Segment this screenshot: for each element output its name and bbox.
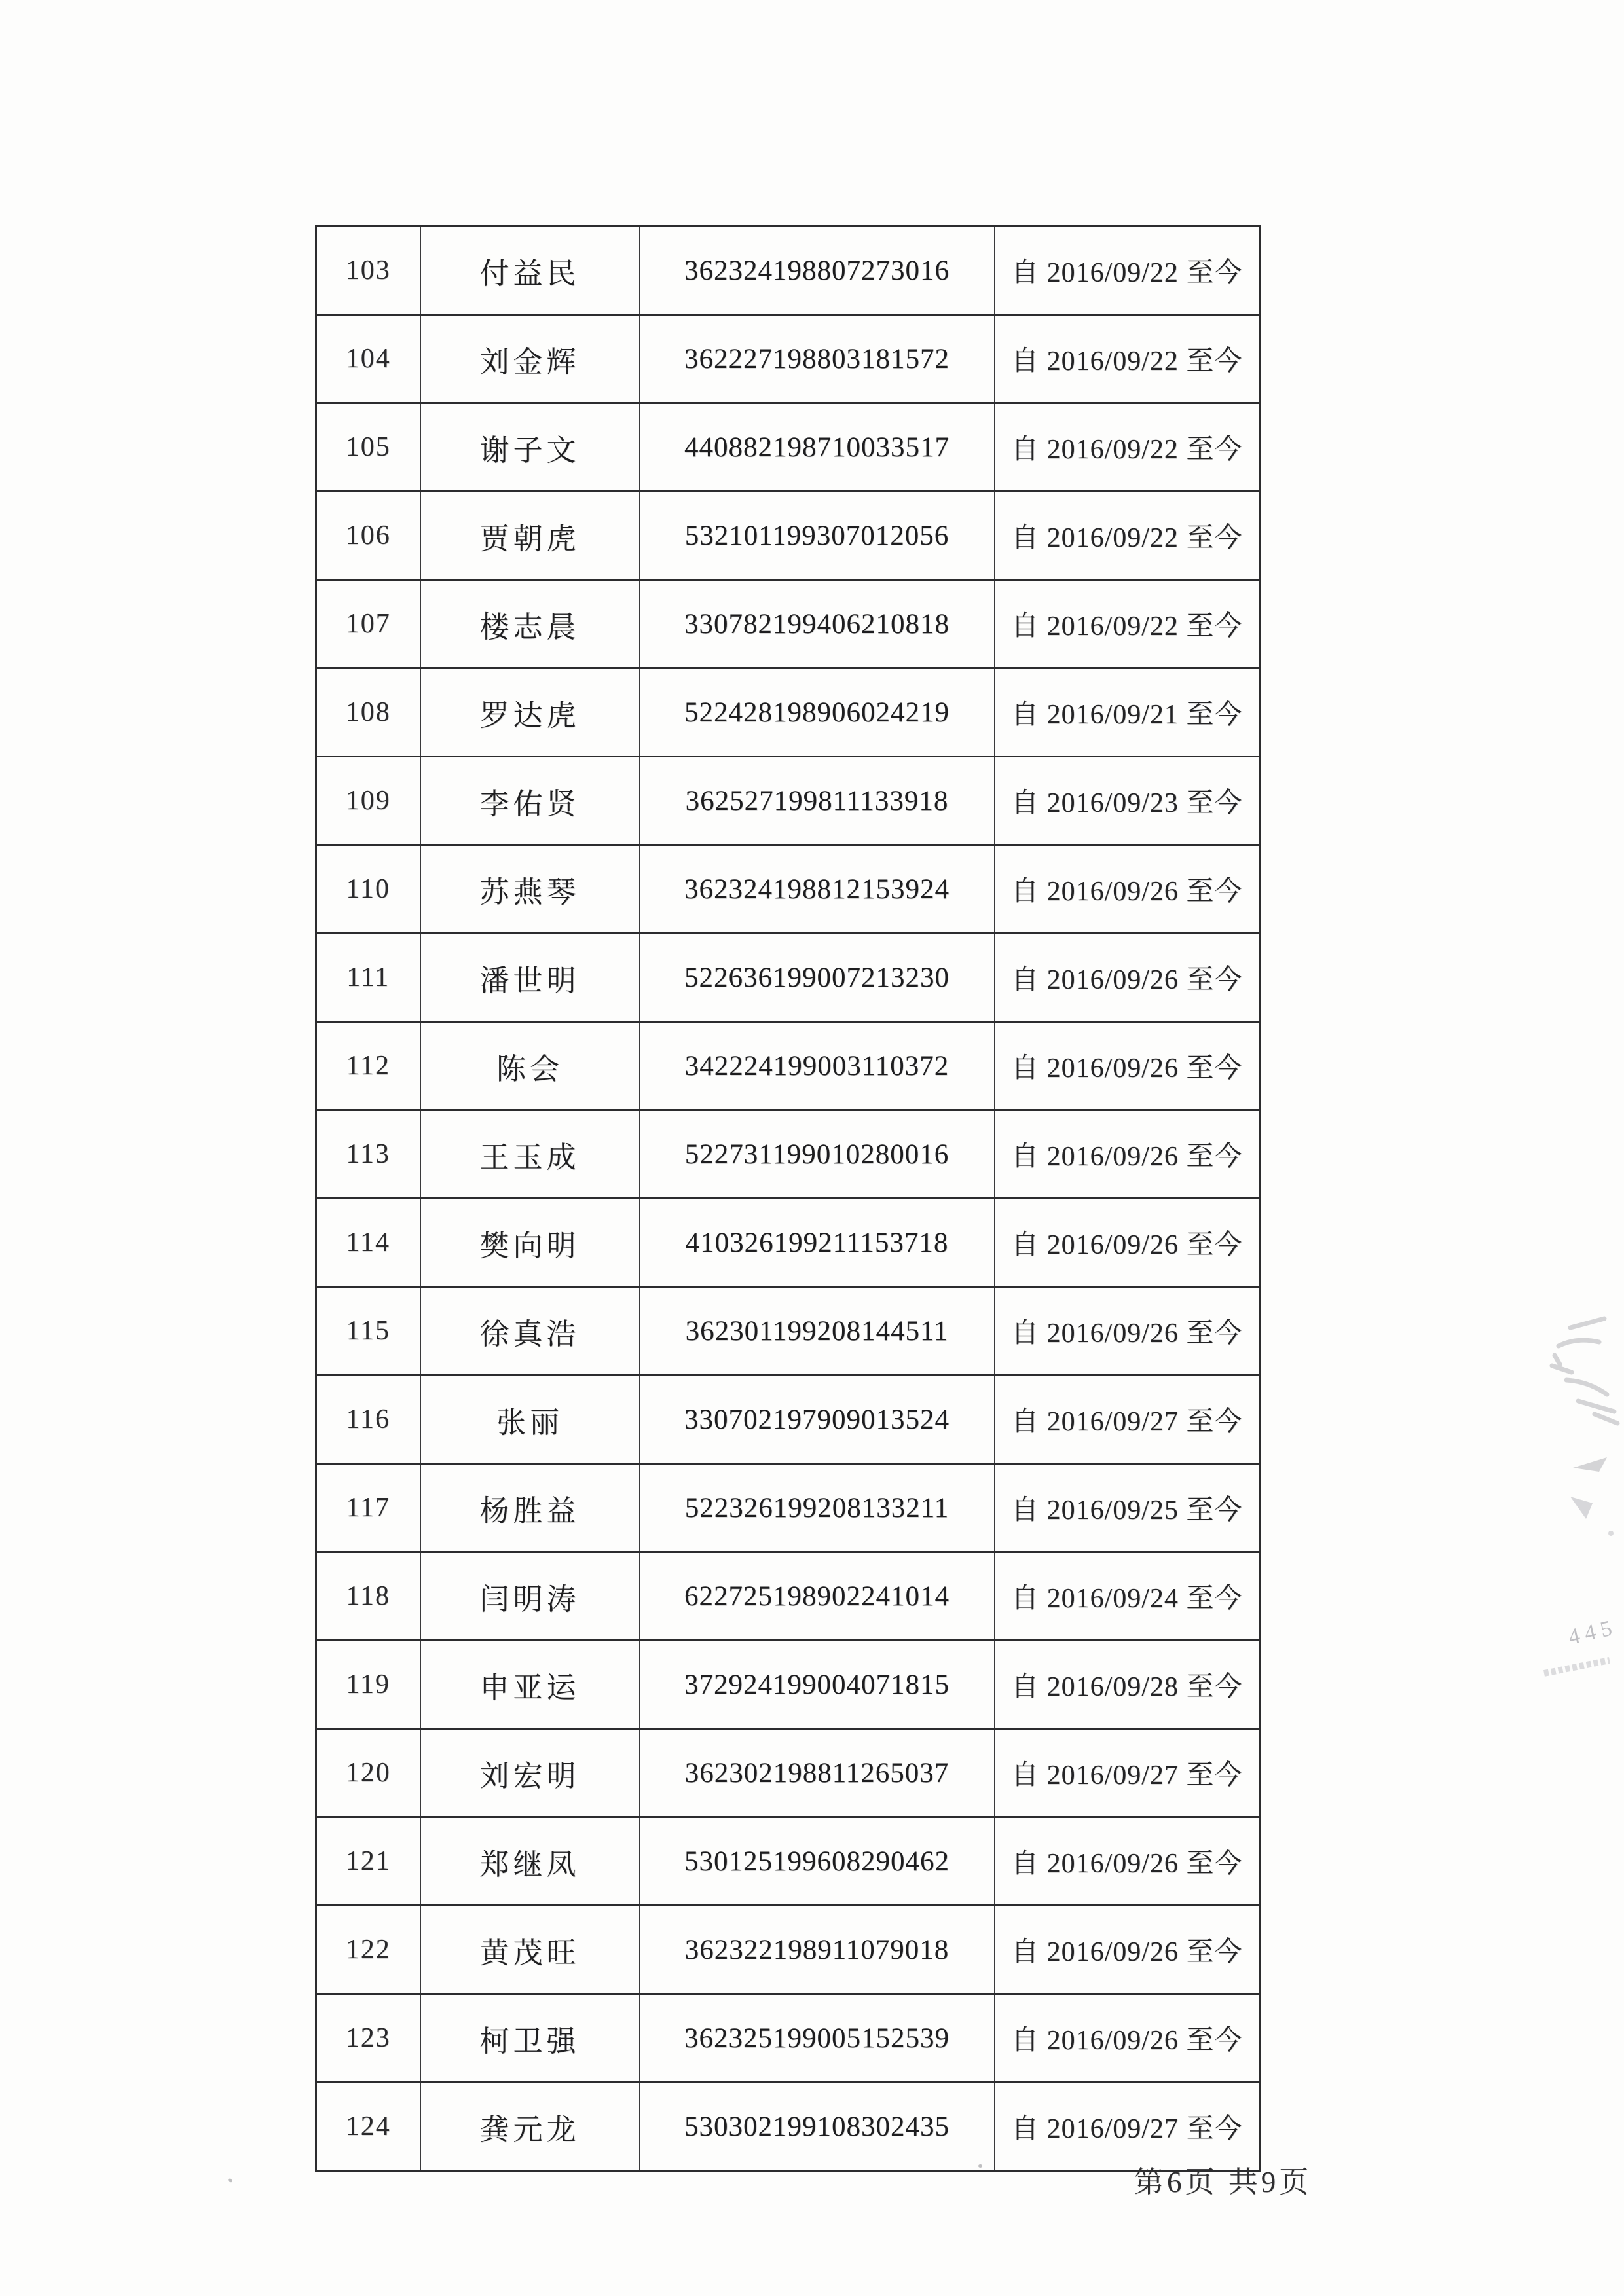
cell-period: 自 2016/09/22 至今 [995, 580, 1260, 668]
cell-index: 117 [316, 1464, 420, 1552]
cell-id: 362324198807273016 [640, 227, 995, 315]
cell-name: 刘金辉 [420, 315, 640, 403]
cell-index: 121 [316, 1817, 420, 1906]
cell-name: 柯卫强 [420, 1994, 640, 2083]
cell-id: 362301199208144511 [640, 1287, 995, 1376]
table-row [316, 492, 1260, 580]
cell-index: 111 [316, 934, 420, 1022]
cell-id: 522326199208133211 [640, 1464, 995, 1552]
cell-name: 徐真浩 [420, 1287, 640, 1376]
cell-period: 自 2016/09/26 至今 [995, 934, 1260, 1022]
cell-index: 104 [316, 315, 420, 403]
cell-id: 532101199307012056 [640, 492, 995, 580]
cell-name: 闫明涛 [420, 1552, 640, 1641]
table-row [316, 1906, 1260, 1994]
cell-index: 113 [316, 1110, 420, 1199]
cell-index: 108 [316, 668, 420, 757]
cell-id: 622725198902241014 [640, 1552, 995, 1641]
cell-period: 自 2016/09/26 至今 [995, 1022, 1260, 1110]
cell-period: 自 2016/09/26 至今 [995, 1199, 1260, 1287]
cell-id: 362325199005152539 [640, 1994, 995, 2083]
table-row [316, 757, 1260, 845]
table-row [316, 1729, 1260, 1817]
table-row [316, 1287, 1260, 1376]
cell-name: 申亚运 [420, 1641, 640, 1729]
cell-period: 自 2016/09/26 至今 [995, 1287, 1260, 1376]
cell-index: 116 [316, 1376, 420, 1464]
cell-id: 530125199608290462 [640, 1817, 995, 1906]
stamp-smudge [1552, 1319, 1617, 1423]
cell-id: 530302199108302435 [640, 2083, 995, 2171]
table-row [316, 1994, 1260, 2083]
cell-index: 105 [316, 403, 420, 492]
page-number-footer: 第6页 共9页 [1134, 2166, 1312, 2198]
cell-index: 118 [316, 1552, 420, 1641]
cell-name: 王玉成 [420, 1110, 640, 1199]
cell-index: 107 [316, 580, 420, 668]
cell-name: 潘世明 [420, 934, 640, 1022]
cell-index: 120 [316, 1729, 420, 1817]
table-row [316, 2083, 1260, 2171]
table-row [316, 668, 1260, 757]
cell-period: 自 2016/09/25 至今 [995, 1464, 1260, 1552]
cell-name: 苏燕琴 [420, 845, 640, 934]
table-row [316, 1817, 1260, 1906]
cell-period: 自 2016/09/28 至今 [995, 1641, 1260, 1729]
cell-name: 付益民 [420, 227, 640, 315]
stamp-number-fragment: 445 [1566, 1614, 1619, 1650]
cell-id: 330782199406210818 [640, 580, 995, 668]
cell-name: 陈会 [420, 1022, 640, 1110]
cell-id: 342224199003110372 [640, 1022, 995, 1110]
cell-index: 124 [316, 2083, 420, 2171]
table-row [316, 1464, 1260, 1552]
table-row [316, 1376, 1260, 1464]
roster-table [315, 225, 1261, 2172]
cell-id: 522731199010280016 [640, 1110, 995, 1199]
table-row [316, 1641, 1260, 1729]
cell-id: 410326199211153718 [640, 1199, 995, 1287]
cell-name: 张丽 [420, 1376, 640, 1464]
scan-speck [978, 2164, 982, 2168]
stamp-hatch-line [1544, 1660, 1610, 1673]
cell-name: 杨胜益 [420, 1464, 640, 1552]
cell-id: 330702197909013524 [640, 1376, 995, 1464]
cell-name: 谢子文 [420, 403, 640, 492]
table-row [316, 1022, 1260, 1110]
cell-period: 自 2016/09/24 至今 [995, 1552, 1260, 1641]
table-row [316, 845, 1260, 934]
cell-period: 自 2016/09/26 至今 [995, 1817, 1260, 1906]
cell-name: 贾朝虎 [420, 492, 640, 580]
cell-period: 自 2016/09/22 至今 [995, 492, 1260, 580]
cell-name: 李佑贤 [420, 757, 640, 845]
cell-name: 郑继凤 [420, 1817, 640, 1906]
cell-period: 自 2016/09/27 至今 [995, 1729, 1260, 1817]
cell-id: 522428198906024219 [640, 668, 995, 757]
cell-period: 自 2016/09/26 至今 [995, 1110, 1260, 1199]
stamp-arrow-mark [1570, 1497, 1593, 1519]
stamp-fragment-group [1532, 1303, 1624, 1709]
cell-period: 自 2016/09/22 至今 [995, 315, 1260, 403]
cell-index: 112 [316, 1022, 420, 1110]
cell-period: 自 2016/09/26 至今 [995, 1994, 1260, 2083]
table-row [316, 1552, 1260, 1641]
table-row [316, 580, 1260, 668]
cell-period: 自 2016/09/27 至今 [995, 1376, 1260, 1464]
cell-id: 372924199004071815 [640, 1641, 995, 1729]
stamp-speck [1608, 1531, 1614, 1536]
table-row [316, 227, 1260, 315]
cell-id: 362302198811265037 [640, 1729, 995, 1817]
stamp-triangle-mark [1573, 1457, 1607, 1472]
cell-id: 362227198803181572 [640, 315, 995, 403]
cell-period: 自 2016/09/23 至今 [995, 757, 1260, 845]
table-row [316, 1199, 1260, 1287]
cell-period: 自 2016/09/26 至今 [995, 1906, 1260, 1994]
cell-name: 龚元龙 [420, 2083, 640, 2171]
cell-id: 522636199007213230 [640, 934, 995, 1022]
cell-id: 362527199811133918 [640, 757, 995, 845]
table-row [316, 315, 1260, 403]
table-row [316, 934, 1260, 1022]
roster-rows [316, 227, 1260, 2171]
cell-index: 114 [316, 1199, 420, 1287]
cell-index: 110 [316, 845, 420, 934]
cell-name: 罗达虎 [420, 668, 640, 757]
cell-period: 自 2016/09/26 至今 [995, 845, 1260, 934]
cell-name: 楼志晨 [420, 580, 640, 668]
scan-speck [227, 2178, 233, 2183]
cell-id: 362322198911079018 [640, 1906, 995, 1994]
cell-index: 115 [316, 1287, 420, 1376]
cell-period: 自 2016/09/22 至今 [995, 403, 1260, 492]
cell-index: 122 [316, 1906, 420, 1994]
cell-period: 自 2016/09/22 至今 [995, 227, 1260, 315]
cell-index: 103 [316, 227, 420, 315]
cell-index: 109 [316, 757, 420, 845]
cell-id: 440882198710033517 [640, 403, 995, 492]
cell-index: 119 [316, 1641, 420, 1729]
table-row [316, 403, 1260, 492]
cell-id: 362324198812153924 [640, 845, 995, 934]
cell-period: 自 2016/09/21 至今 [995, 668, 1260, 757]
cell-name: 刘宏明 [420, 1729, 640, 1817]
cell-index: 123 [316, 1994, 420, 2083]
cell-name: 樊向明 [420, 1199, 640, 1287]
cell-index: 106 [316, 492, 420, 580]
cell-name: 黄茂旺 [420, 1906, 640, 1994]
table-row [316, 1110, 1260, 1199]
cell-period: 自 2016/09/27 至今 [995, 2083, 1260, 2171]
